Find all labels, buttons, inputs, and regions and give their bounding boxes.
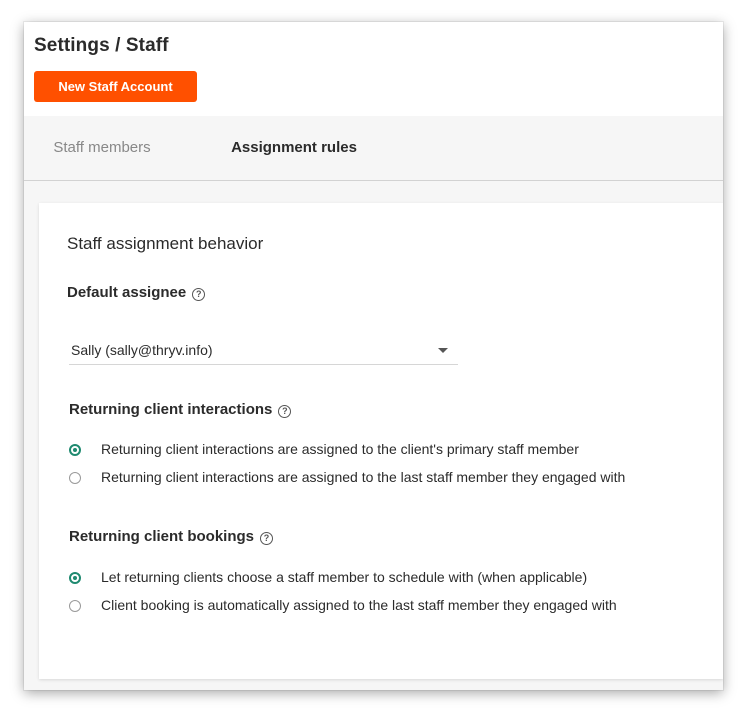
question-circle-icon[interactable]: ?	[260, 532, 273, 545]
returning-interactions-label-text: Returning client interactions	[69, 401, 273, 418]
assignment-rules-card	[39, 203, 723, 679]
question-circle-icon[interactable]: ?	[278, 405, 291, 418]
radio-option-label: Returning client interactions are assigned to the client's primary staff member	[101, 441, 579, 457]
tab-bar	[24, 116, 723, 181]
default-assignee-label	[67, 284, 205, 301]
caret-down-icon	[438, 348, 448, 353]
returning-bookings-label-text: Returning client bookings	[69, 528, 255, 545]
radio-selected-icon[interactable]	[69, 444, 81, 456]
radio-selected-icon[interactable]	[69, 572, 81, 584]
default-assignee-select[interactable]	[69, 336, 458, 365]
default-assignee-value: Sally (sally@thryv.info)	[71, 342, 213, 358]
page-header	[24, 22, 723, 116]
radio-option-label: Let returning clients choose a staff member to schedule with (when applicable)	[101, 569, 588, 585]
new-staff-account-button[interactable]: New Staff Account	[34, 71, 197, 102]
returning-interactions-label	[69, 401, 291, 418]
default-assignee-label-text: Default assignee	[67, 284, 187, 301]
radio-option-label: Client booking is automatically assigned to the last staff member they engaged with	[101, 597, 617, 613]
radio-unselected-icon[interactable]	[69, 472, 81, 484]
card-title: Staff assignment behavior	[67, 234, 264, 253]
radio-option-label: Returning client interactions are assigned to the last staff member they engaged with	[101, 469, 626, 485]
returning-bookings-label	[69, 528, 273, 545]
question-circle-icon[interactable]: ?	[192, 288, 205, 301]
staff-settings-window	[24, 22, 723, 690]
tab-staff-members[interactable]: Staff members	[53, 139, 151, 156]
page-title: Settings / Staff	[34, 35, 169, 56]
radio-unselected-icon[interactable]	[69, 600, 81, 612]
tab-assignment-rules[interactable]: Assignment rules	[231, 139, 357, 156]
